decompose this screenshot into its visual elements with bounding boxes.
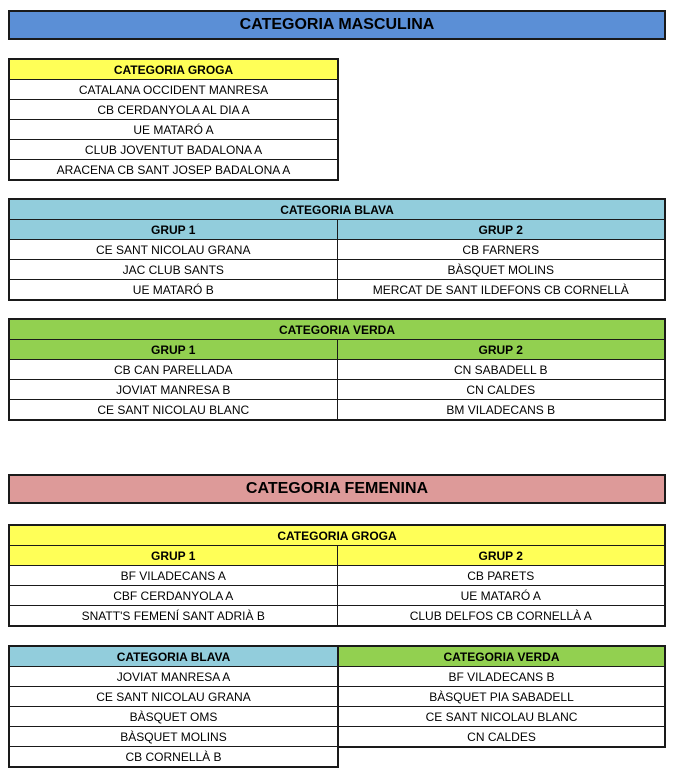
grup2-header: GRUP 2 [337, 220, 664, 240]
team-cell: UE MATARÓ A [337, 586, 664, 606]
femenina-title: CATEGORIA FEMENINA [245, 480, 429, 497]
team-cell: BÀSQUET PIA SABADELL [339, 687, 664, 707]
team-cell: CBF CERDANYOLA A [10, 586, 337, 606]
team-cell: JAC CLUB SANTS [10, 260, 337, 280]
masculina-groga-table [8, 58, 339, 181]
team-cell: BÀSQUET OMS [10, 707, 337, 727]
grup1-header: GRUP 1 [10, 220, 337, 240]
femenina-banner [8, 474, 666, 504]
team-cell: CLUB JOVENTUT BADALONA A [10, 140, 337, 160]
masculina-blava-header: CATEGORIA BLAVA [10, 200, 664, 220]
team-cell: UE MATARÓ A [10, 120, 337, 140]
team-cell: BM VILADECANS B [337, 400, 664, 420]
masculina-banner [8, 10, 666, 40]
team-cell: BÀSQUET MOLINS [10, 727, 337, 747]
team-cell: CE SANT NICOLAU GRANA [10, 240, 337, 260]
team-cell: JOVIAT MANRESA A [10, 667, 337, 687]
masculina-blava-table [8, 198, 666, 301]
team-cell: CB CORNELLÀ B [10, 747, 337, 767]
femenina-verda-header: CATEGORIA VERDA [339, 647, 664, 667]
team-cell: CE SANT NICOLAU BLANC [339, 707, 664, 727]
team-cell: UE MATARÓ B [10, 280, 337, 300]
femenina-groga-table [8, 524, 666, 627]
team-cell: CB FARNERS [337, 240, 664, 260]
masculina-verda-header: CATEGORIA VERDA [10, 320, 664, 340]
team-cell: BF VILADECANS A [10, 566, 337, 586]
team-cell: BF VILADECANS B [339, 667, 664, 687]
team-cell: CE SANT NICOLAU GRANA [10, 687, 337, 707]
masculina-title: CATEGORIA MASCULINA [239, 16, 435, 33]
masculina-groga-header: CATEGORIA GROGA [10, 60, 337, 80]
team-cell: CN CALDES [337, 380, 664, 400]
masculina-verda-table [8, 318, 666, 421]
team-cell: CN SABADELL B [337, 360, 664, 380]
team-cell: CB CERDANYOLA AL DIA A [10, 100, 337, 120]
grup1-header: GRUP 1 [10, 340, 337, 360]
team-cell: CB PARETS [337, 566, 664, 586]
team-cell: JOVIAT MANRESA B [10, 380, 337, 400]
femenina-verda-table [337, 645, 666, 748]
team-cell: ARACENA CB SANT JOSEP BADALONA A [10, 160, 337, 180]
team-cell: CB CAN PARELLADA [10, 360, 337, 380]
team-cell: SNATT'S FEMENÍ SANT ADRIÀ B [10, 606, 337, 626]
grup1-header: GRUP 1 [10, 546, 337, 566]
femenina-blava-header: CATEGORIA BLAVA [10, 647, 337, 667]
femenina-blava-table [8, 645, 339, 768]
team-cell: CN CALDES [339, 727, 664, 747]
team-cell: MERCAT DE SANT ILDEFONS CB CORNELLÀ [337, 280, 664, 300]
team-cell: BÀSQUET MOLINS [337, 260, 664, 280]
grup2-header: GRUP 2 [337, 546, 664, 566]
team-cell: CE SANT NICOLAU BLANC [10, 400, 337, 420]
femenina-groga-header: CATEGORIA GROGA [10, 526, 664, 546]
team-cell: CLUB DELFOS CB CORNELLÀ A [337, 606, 664, 626]
team-cell: CATALANA OCCIDENT MANRESA [10, 80, 337, 100]
grup2-header: GRUP 2 [337, 340, 664, 360]
